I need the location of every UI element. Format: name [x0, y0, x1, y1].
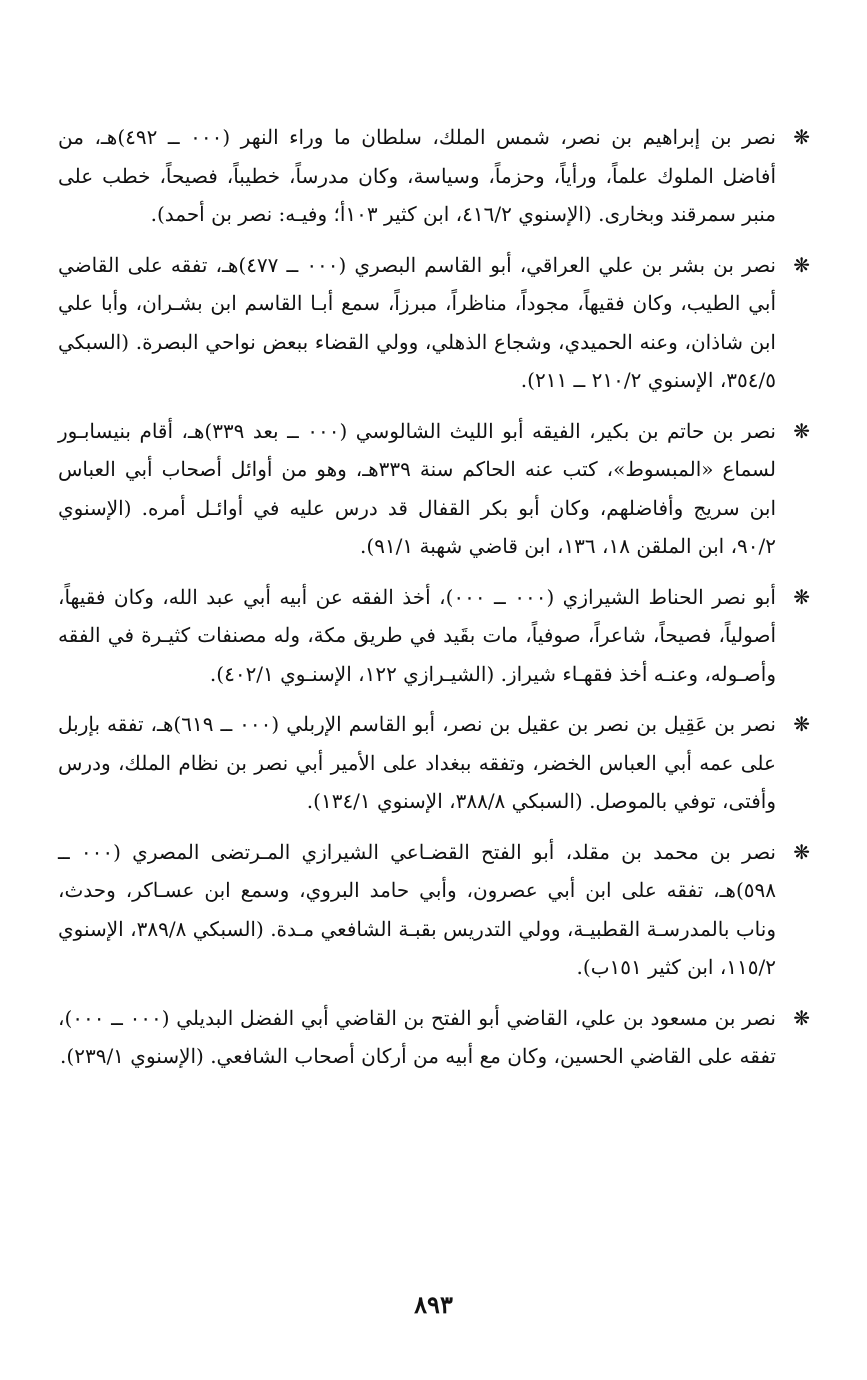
- entry-5: [58, 705, 810, 821]
- asterisk-icon: ❋: [793, 839, 810, 864]
- entry-text: أبو نصر الحناط الشيرازي (٠٠٠ ــ ٠٠٠)، أخذ الفقه عن أبيه أبي عبد الله، وكان فقيهاً، أصولياً، فصيحاً، شاعراً، صوفياً، مات بقَيد في طريق مكة، وله مصنفات كثيـرة في الفقه وأصـوله، وعنـه أخذ فقهـاء شيراز. (الشيـرازي ١٢٢، الإسنـوي ٤٠٢/١).: [58, 584, 776, 686]
- asterisk-icon: ❋: [793, 1005, 810, 1030]
- entry-4: [58, 578, 810, 694]
- biography-entries: [58, 118, 810, 1088]
- entry-2: [58, 246, 810, 400]
- entry-text: نصر بن إبراهيم بن نصر، شمس الملك، سلطان ما وراء النهر (٠٠٠ ــ ٤٩٢)هـ، من أفاضل الملوك علماً، ورأياً، وحزماً، وسياسة، وكان مدرساً، خطيباً، فصيحاً، خطب على منبر سمرقند وبخارى. (الإسنوي ٤١٦/٢، ابن كثير ١٠٣أ؛ وفيـه: نصر بن أحمد).: [58, 125, 776, 226]
- asterisk-icon: ❋: [793, 712, 810, 736]
- entry-text: نصر بن حاتم بن بكير، الفيقه أبو الليث الشالوسي (٠٠٠ ــ بعد ٣٣٩)هـ، أقام بنيسابـور لسماع «المبسوط»، كتب عنه الحاكم سنة ٣٣٩هـ، وهو من أوائل أصحاب أبي العباس ابن سريج وأفاضلهم، وكان أبو بكر القفال قد درس عليه في أوائـل أمره. (الإسنوي ٩٠/٢، ابن الملقن ١٨، ١٣٦، ابن قاضي شهبة ٩١/١).: [58, 418, 776, 558]
- entry-6: [58, 833, 810, 987]
- entry-text: نصر بن مسعود بن علي، القاضي أبو الفتح بن القاضي أبي الفضل البديلي (٠٠٠ ــ ٠٠٠)، تفقه على القاضي الحسين، وكان مع أبيه من أركان أصحاب الشافعي. (الإسنوي ٢٣٩/١).: [58, 1005, 776, 1068]
- entry-text: نصر بن بشر بن علي العراقي، أبو القاسم البصري (٠٠٠ ــ ٤٧٧)هـ، تفقه على القاضي أبي الطيب، وكان فقيهاً، مجوداً، مناظراً، مبرزاً، سمع أبـا القاسم ابن بشـران، وأبا علي ابن شاذان، وعنه الحميدي، وشجاع الذهلي، وولي القضاء ببعض نواحي البصرة. (السبكي ٣٥٤/٥، الإسنوي ٢١٠/٢ ــ ٢١١).: [58, 252, 776, 392]
- asterisk-icon: ❋: [793, 125, 810, 149]
- entry-7: [58, 999, 810, 1076]
- page-number: ٨٩٣: [414, 1290, 453, 1319]
- asterisk-icon: ❋: [793, 252, 810, 277]
- entry-text: نصر بن محمد بن مقلد، أبو الفتح القضـاعي الشيرازي المـرتضى المصري (٠٠٠ ــ ٥٩٨)هـ، تفقه على ابن أبي عصرون، وأبي حامد البروي، وسمع ابن عسـاكر، وحدث، وناب بالمدرسـة القطبيـة، وولي التدريس بقبـة الشافعي مـدة. (السبكي ٣٨٩/٨، الإسنوي ١١٥/٢، ابن كثير ١٥١ب).: [58, 839, 776, 979]
- entry-1: [58, 118, 810, 234]
- entry-3: [58, 412, 810, 566]
- asterisk-icon: ❋: [793, 584, 810, 609]
- entry-text: نصر بن عَقِيل بن نصر بن عقيل بن نصر، أبو القاسم الإربلي (٠٠٠ ــ ٦١٩)هـ، تفقه بإربل على عمه أبي العباس الخضر، وتفقه ببغداد على الأمير أبي نصر بن نظام الملك، ودرس وأفتى، توفي بالموصل. (السبكي ٣٨٨/٨، الإسنوي ١٣٤/١).: [58, 712, 776, 813]
- asterisk-icon: ❋: [793, 418, 810, 443]
